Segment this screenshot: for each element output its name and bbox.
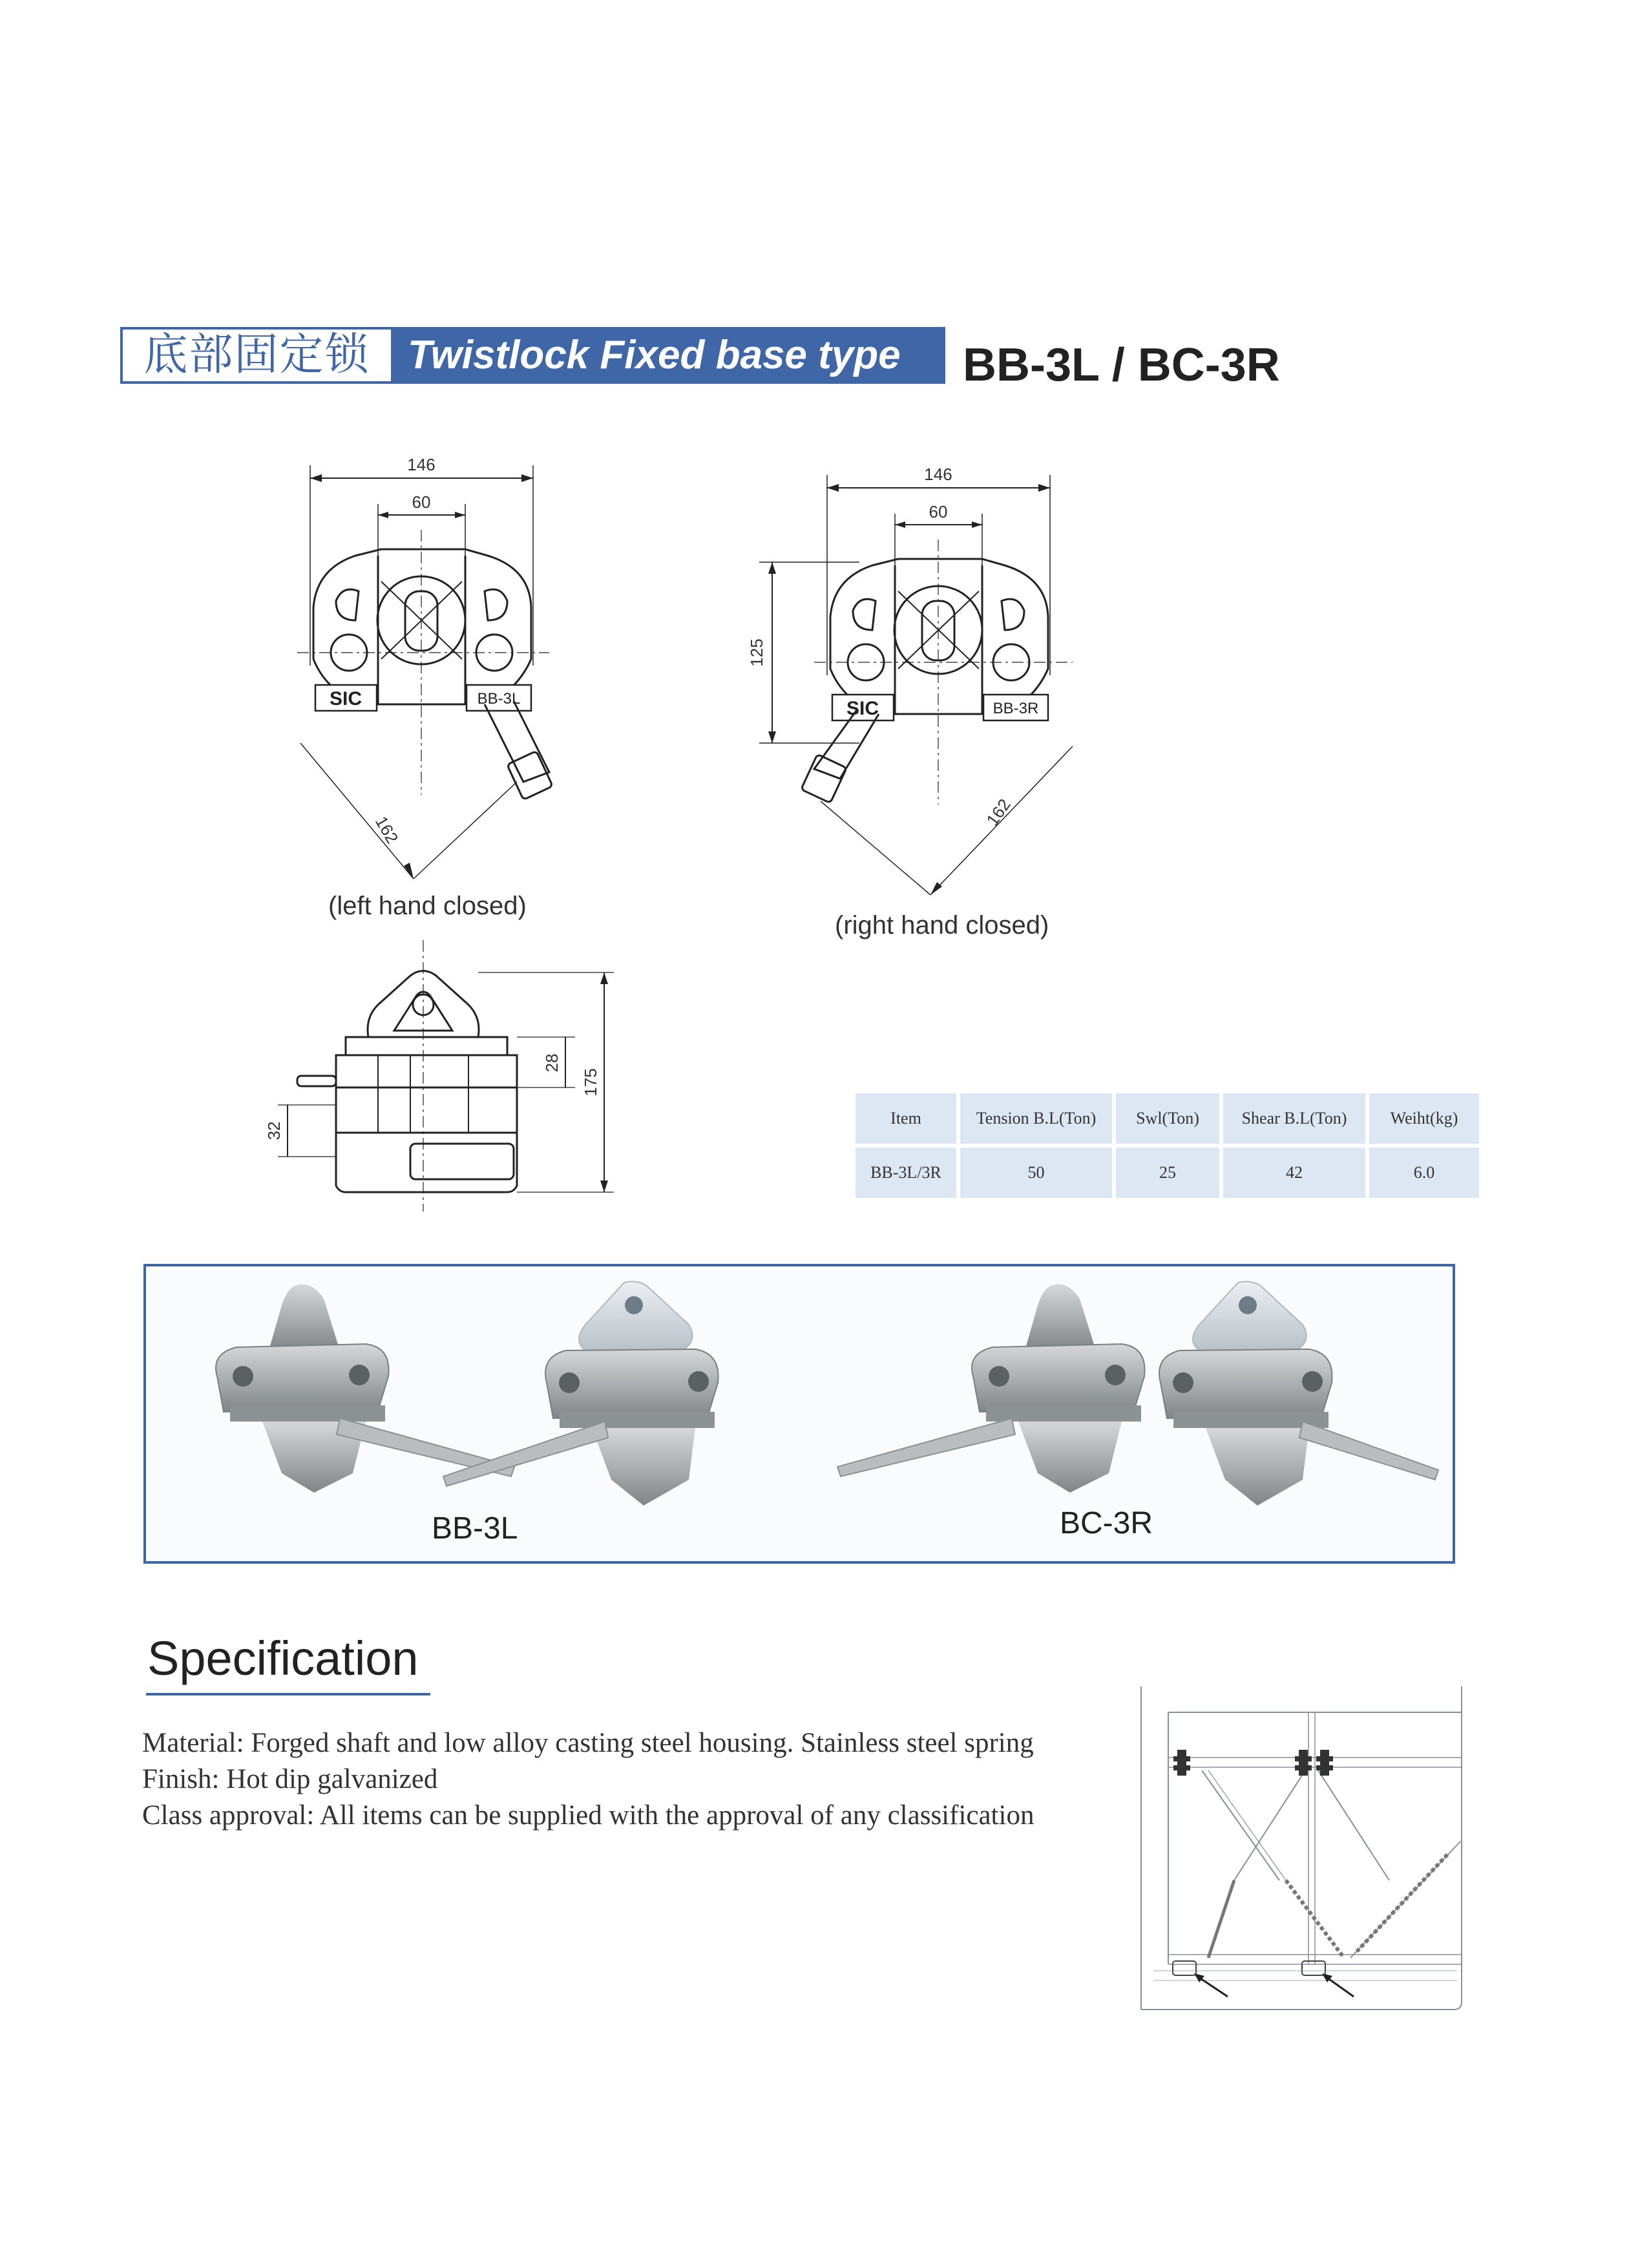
photo-label-bc-3r: BC-3R <box>1060 1506 1153 1540</box>
logo-left: SIC <box>329 688 362 709</box>
tag-right: BB-3R <box>993 700 1039 717</box>
table-cell: 42 <box>1223 1148 1365 1198</box>
dim-width-left: 146 <box>407 455 436 474</box>
dim-total-side: 175 <box>581 1068 600 1097</box>
product-photos-image <box>146 1266 1453 1561</box>
spec-class-approval: Class approval: All items can be supplied with the approval of any classification <box>142 1800 1035 1831</box>
dim-inner-right: 60 <box>929 502 948 521</box>
table-header-cell: Swl(Ton) <box>1116 1093 1219 1144</box>
table-row <box>856 1148 1479 1198</box>
spec-material: Material: Forged shaft and low alloy casting steel housing. Stainless steel spring <box>142 1728 1034 1758</box>
dim-width-right: 146 <box>924 465 952 484</box>
specification-heading: Specification <box>147 1632 419 1685</box>
logo-right: SIC <box>846 698 879 719</box>
table-header-row <box>856 1093 1479 1144</box>
table-cell: BB-3L/3R <box>856 1148 956 1198</box>
table-header-cell: Shear B.L(Ton) <box>1223 1093 1365 1144</box>
spec-table <box>852 1089 1483 1202</box>
dim-mid-side: 28 <box>542 1053 562 1073</box>
container-lashing-diagram <box>1137 1686 1473 2022</box>
table-header-cell: Weiht(kg) <box>1369 1093 1479 1144</box>
dim-inner-left: 60 <box>412 492 431 512</box>
title-chinese: 底部固定锁 <box>120 327 394 384</box>
table-cell: 6.0 <box>1369 1148 1479 1198</box>
drawing-left-hand <box>271 446 607 892</box>
title-english: Twistlock Fixed base type <box>394 327 945 384</box>
table-cell: 25 <box>1116 1148 1219 1198</box>
dim-diag-right: 162 <box>982 795 1014 830</box>
tag-left: BB-3L <box>477 690 521 708</box>
model-number: BB-3L / BC-3R <box>963 339 1280 391</box>
drawing-right-hand <box>743 456 1105 908</box>
dim-diag-left: 162 <box>371 813 403 847</box>
specification-underline <box>146 1693 430 1696</box>
table-cell: 50 <box>960 1148 1112 1198</box>
caption-right-hand: (right hand closed) <box>835 911 1049 940</box>
table-header-cell: Item <box>856 1093 956 1144</box>
caption-left-hand: (left hand closed) <box>328 892 527 920</box>
dim-base-side: 32 <box>264 1121 284 1140</box>
photo-label-bb-3l: BB-3L <box>432 1511 518 1546</box>
drawing-side-view <box>262 934 624 1218</box>
table-header-cell: Tension B.L(Ton) <box>960 1093 1112 1144</box>
dim-height-right: 125 <box>747 638 766 667</box>
spec-finish: Finish: Hot dip galvanized <box>142 1764 438 1794</box>
